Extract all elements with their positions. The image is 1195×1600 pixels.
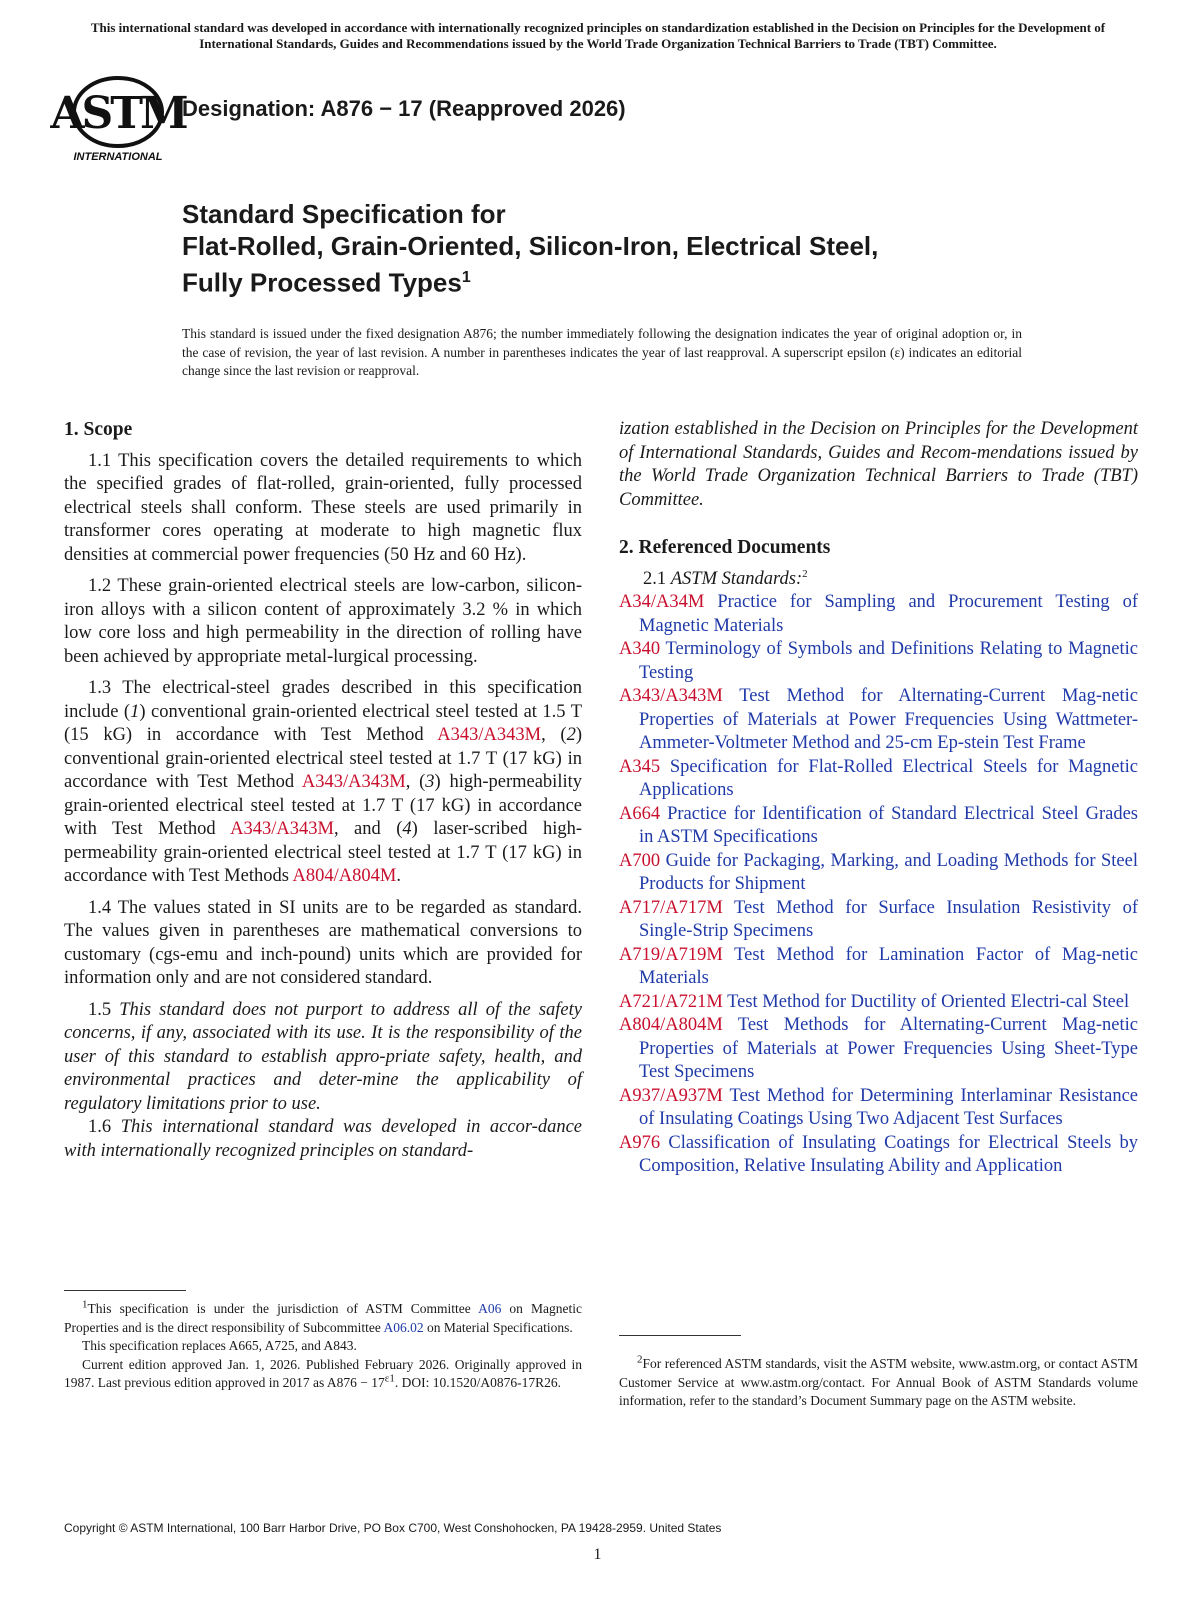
reference-title-link[interactable]: Test Method for Ductility of Oriented Electri-cal Steel [722,991,1130,1012]
reference-title-link[interactable]: Test Method for Surface Insulation Resistivity of Single-Strip Specimens [639,897,1138,941]
reference-code-link[interactable]: A976 [619,1132,661,1153]
link-committee-a06[interactable]: A06 [478,1301,502,1316]
footnote-1: $^1$This specification is under the jurisdiction of ASTM Committee A06 on Magnetic Properties and is the direct responsibility of Subcommittee A06.02 on Material Specifications. This specification replaces A665, A725, and A843. Current edition approved Jan. 1, 2026. Published February 2026. Originally approved in 1987. Last previous edition approved in 2017 as $A876 - 17^{\varepsilon 1}$. DOI: 10.1520/A0876-17R26. [64,1298,582,1390]
reference-code-link[interactable]: A700 [619,850,661,871]
para-1-6-continued: ization established in the Decision on Principles for the Development of International Standards, Guides and Recom-mendations issued by the World Trade Organization Technical Barriers to Trade (TBT) Committee. [619,419,1138,510]
designation: Designation: A876 − 17 (Reapproved 2026) [182,96,626,121]
reference-title-link[interactable]: Specification for Flat-Rolled Electrical Steels for Magnetic Applications [639,756,1138,800]
reference-item [619,944,1138,991]
reference-title-link[interactable]: Classification of Insulating Coatings for Electrical Steels by Composition, Relative Insulating Ability and Application [639,1132,1138,1176]
footnote-2: $^2$For referenced ASTM standards, visit the ASTM website, www.astm.org, or contact ASTM Customer Service at www.astm.org/contact. For Annual Book of ASTM Standards volume information, refer to the standard’s Document Summary page on the ASTM website. [619,1353,1138,1408]
reference-code-link[interactable]: A804/A804M [619,1015,723,1035]
document-title [182,198,878,299]
link-subcommittee-a06-02[interactable]: A06.02 [383,1319,424,1335]
title-line-3: Fully Processed Types [182,267,462,298]
para-1-4: 1.4 The values stated in SI units are to be regarded as standard. The values given in parentheses are mathematical conversions to customary (cgs-emu and inch-pound) units which are provided for information only and are not considered standard. [64,897,582,988]
reference-code-link[interactable]: A717/A717M [619,897,723,918]
reference-list [619,591,1138,1179]
issued-note: This standard is issued under the fixed designation A876; the number immediately following the designation indicates the year of original adoption or, in the case of revision, the year of last revision. A number in parentheses indicates the year of last reapproval. A superscript epsilon (ε) indicates an editorial change since the last revision or reapproval. [182,326,1022,378]
subsection-2-1: 2.1 ASTM Standards:$^2$ [643,567,808,589]
reference-title-link[interactable]: Terminology of Symbols and Definitions Relating to Magnetic Testing [639,639,1138,683]
link-a343[interactable]: A343/A343M [230,819,334,839]
reference-title-link[interactable]: Practice for Sampling and Procurement Testing of Magnetic Materials [639,592,1138,636]
reference-title-link[interactable]: Test Method for Alternating-Current Mag-netic Properties of Materials at Power Frequencies Using Wattmeter-Ammeter-Voltmeter Method and 25-cm Ep-stein Test Frame [639,686,1138,753]
reference-code-link[interactable]: A721/A721M [619,991,723,1012]
reference-code-link[interactable]: A340 [619,639,661,659]
reference-item [619,850,1138,897]
reference-item [619,685,1138,756]
reference-item [619,897,1138,944]
logo-caption: INTERNATIONAL [73,151,163,163]
reference-item [619,803,1138,850]
reference-title-link[interactable]: Test Method for Lamination Factor of Mag-netic Materials [639,944,1138,988]
para-1-1: 1.1 This specification covers the detailed requirements to which the specified grades of flat-rolled, grain-oriented, fully processed electrical steels shall conform. These steels are used primarily in transformer cores operating at moderate to high magnetic flux densities at commercial power frequencies (50 Hz and 60 Hz). [64,450,582,565]
right-column [619,418,1138,1179]
link-a343[interactable]: A343/A343M [301,772,406,792]
astm-logo [50,72,186,164]
reference-code-link[interactable]: A34/A34M [619,592,705,612]
title-footnote-mark: 1 [461,269,471,286]
left-column [64,418,582,1163]
copyright-line: Copyright © ASTM International, 100 Barr Harbor Drive, PO Box C700, West Conshohocken, PA 19428-2959. United States [64,1521,722,1535]
reference-item [619,1014,1138,1085]
reference-code-link[interactable]: A343/A343M [619,686,723,706]
title-line-1: Standard Specification for [182,199,506,229]
reference-code-link[interactable]: A719/A719M [619,944,723,965]
link-a804[interactable]: A804/A804M [292,866,397,886]
top-notice: This international standard was developed in accordance with internationally recognized principles on standardization established in the Decision on Principles for the Development of International Standards, Guides and Recommendations issued by the World Trade Organization Technical Barriers to Trade (TBT) Committee. [90,20,1106,51]
logo-wordmark: ASTM [50,88,186,139]
reference-title-link[interactable]: Guide for Packaging, Marking, and Loading Methods for Steel Products for Shipment [639,850,1138,894]
para-1-2: 1.2 These grain-oriented electrical steels are low-carbon, silicon-iron alloys with a silicon content of approximately 3.2 % in which low core loss and high permeability in the direction of rolling have been achieved by appropriate metal-lurgical processing. [64,576,582,667]
reference-item [619,638,1138,685]
reference-title-link[interactable]: Test Methods for Alternating-Current Mag-netic Properties of Materials at Power Frequencies Using Sheet-Type Test Specimens [639,1015,1138,1082]
footnote-rule-left [64,1290,186,1291]
reference-item [619,591,1138,638]
para-1-3: 1.3 The electrical-steel grades described in this specification include (1) conventional grain-oriented electrical steel tested at 1.5 T (15 kG) in accordance with Test Method A343/A343M, (2) conventional grain-oriented electrical steel tested at 1.7 T (17 kG) in accordance with Test Method A343/A343M, (3) high-permeability grain-oriented electrical steel tested at 1.7 T (17 kG) in accordance with Test Method A343/A343M, and (4) laser-scribed high-permeability grain-oriented electrical steel tested at 1.7 T (17 kG) in accordance with Test Methods A804/A804M. [64,678,582,886]
link-a343[interactable]: A343/A343M [437,725,542,745]
section-2-heading: 2. Referenced Documents [619,537,831,558]
footnote-rule-right [619,1335,741,1336]
reference-code-link[interactable]: A345 [619,756,661,777]
reference-item [619,1132,1138,1179]
para-1-6: 1.6 This international standard was developed in accor-dance with internationally recognized principles on standard- [64,1117,582,1161]
reference-title-link[interactable]: Test Method for Determining Interlaminar Resistance of Insulating Coatings Using Two Adjacent Test Surfaces [639,1085,1138,1129]
para-1-5: 1.5 This standard does not purport to address all of the safety concerns, if any, associated with its use. It is the responsibility of the user of this standard to establish appro-priate safety, health, and environmental practices and deter-mine the applicability of regulatory limitations prior to use. [64,999,582,1114]
page-number: 1 [593,1546,602,1563]
section-1-heading: 1. Scope [64,419,133,440]
reference-title-link[interactable]: Practice for Identification of Standard Electrical Steel Grades in ASTM Specifications [639,803,1138,847]
reference-code-link[interactable]: A937/A937M [619,1085,723,1106]
reference-code-link[interactable]: A664 [619,803,661,824]
title-line-2: Flat-Rolled, Grain-Oriented, Silicon-Iron, Electrical Steel, [182,231,879,261]
reference-item [619,991,1138,1015]
reference-item [619,756,1138,803]
reference-item [619,1085,1138,1132]
